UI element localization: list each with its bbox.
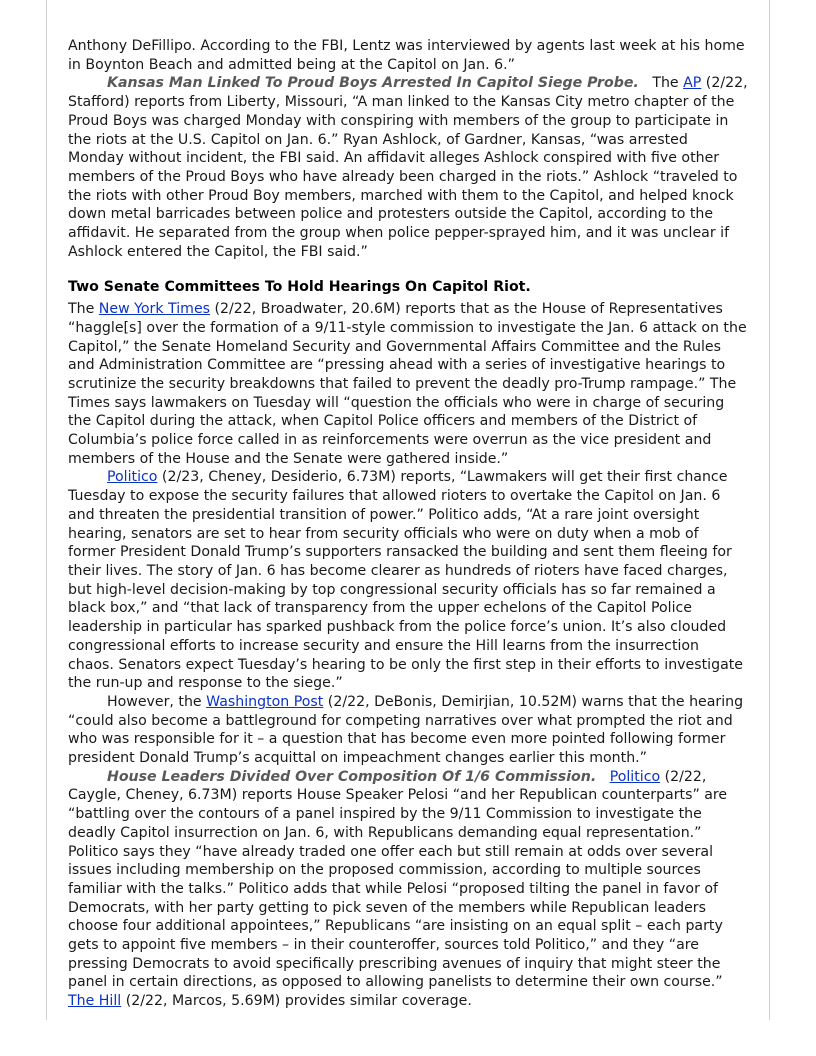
link-washington-post[interactable]: Washington Post (206, 693, 324, 710)
section-heading-senate-hearings: Two Senate Committees To Hold Hearings On Capitol Riot. (68, 279, 531, 296)
link-the-hill[interactable]: The Hill (68, 993, 122, 1010)
paragraph-commission: House Leaders Divided Over Composition Of 1/6 Commission. Politico (2/22, Caygle, Cheney, 6.73M) reports House Speaker Pelosi “and her Republican counterparts” are “battling over the contours of a panel inspired by the 9/11 Commission to investigate the deadly Capitol insurrection on Jan. 6, with Republicans demanding equal representation.” Politico says they “have already traded one offer each but still remain at odds over several issues including membership on the proposed commission, according to multiple sources familiar with the talks.” Politico adds that while Pelosi “proposed tilting the panel in favor of Democrats, with her party getting to pick seven of the members while Republican leaders choose four additional appointees,” Republicans “are insisting on an equal split – each party gets to appoint five members – in their counteroffer, sources told Politico,” and they “are pressing Democrats to avoid specifically prescribing avenues of inquiry that might steer the panel in certain directions, as opposed to allowing panelists to determine their own course.” The Hill (2/22, Marcos, 5.69M) provides similar coverage. (68, 768, 728, 1010)
story-lead-commission: House Leaders Divided Over Composition Of 1/6 Commission. (107, 768, 597, 785)
story-lead-ashlock: Kansas Man Linked To Proud Boys Arrested In Capitol Siege Probe. (107, 75, 639, 92)
paragraph-washington-post: However, the Washington Post (2/22, DeBonis, Demirjian, 10.52M) warns that the hearing “could also become a battleground for competing narratives over what prompted the riot and who was responsible for it – a question that has become even more pointed following former president Donald Trump’s acquittal on impeachment changes earlier this month.” (68, 693, 744, 767)
paragraph-politico-hearing: Politico (2/23, Cheney, Desiderio, 6.73M) reports, “Lawmakers will get their first chance Tuesday to expose the security failures that allowed rioters to overtake the Capitol on Jan. 6 and threaten the presidential transition of power.” Politico adds, “At a rare joint oversight hearing, senators are set to hear from security officials who were on duty when a mob of former President Donald Trump’s supporters ransacked the building and sent them fleeing for their lives. The story of Jan. 6 has become clearer as hundreds of rioters have faced charges, but high-level decision-making by top congressional security officials has so far remained a black box,” and “that lack of transparency from the upper echelons of the Capitol Police leadership in particular has sparked pushback from the police force’s union. It’s also clouded congressional efforts to increase security and ensure the Hill learns from the insurrection chaos. Senators expect Tuesday’s hearing to be only the first step in their efforts to investigate the run-up and response to the siege.” (68, 469, 743, 692)
document-body (68, 37, 748, 1011)
paragraph-ashlock: Kansas Man Linked To Proud Boys Arrested In Capitol Siege Probe. The AP (2/22, Stafford) reports from Liberty, Missouri, “A man linked to the Kansas City metro chapter of the Proud Boys was charged Monday with conspiring with members of the group to participate in the riots at the U.S. Capitol on Jan. 6.” Ryan Ashlock, of Gardner, Kansas, “was arrested Monday without incident, the FBI said. An affidavit alleges Ashlock conspired with five other members of the Proud Boys who have already been charged in the riots.” Ashlock “traveled to the riots with other Proud Boy members, marched with them to the Capitol, and helped knock down metal barricades between police and protesters outside the Capitol, according to the affidavit. He separated from the group when police pepper-sprayed him, and it was unclear if Ashlock entered the Capitol, the FBI said.” (68, 75, 748, 260)
link-politico-hearing[interactable]: Politico (107, 469, 158, 486)
link-ap[interactable]: AP (683, 75, 702, 92)
paragraph-lentz-continuation: Anthony DeFillipo. According to the FBI, Lentz was interviewed by agents last week at his home in Boynton Beach and admitted being at the Capitol on Jan. 6.” (68, 38, 745, 73)
link-new-york-times[interactable]: New York Times (98, 301, 211, 318)
link-politico-commission[interactable]: Politico (609, 768, 661, 785)
paragraph-nyt: The New York Times (2/22, Broadwater, 20.6M) reports that as the House of Representatives “haggle[s] over the formation of a 9/11-style commission to investigate the Jan. 6 attack on the Capitol,” the Senate Homeland Security and Governmental Affairs Committee and the Rules and Administration Committee are “pressing ahead with a series of investigative hearings to scrutinize the security breakdowns that failed to prevent the deadly pro-Trump rampage.” The Times says lawmakers on Tuesday will “question the officials who were in charge of securing the Capitol during the attack, when Capitol Police officers and members of the District of Columbia’s police force called in as reinforcements were overrun as the vice president and members of the House and the Senate were gathered inside.” (68, 301, 747, 467)
document-page (46, 0, 770, 1020)
